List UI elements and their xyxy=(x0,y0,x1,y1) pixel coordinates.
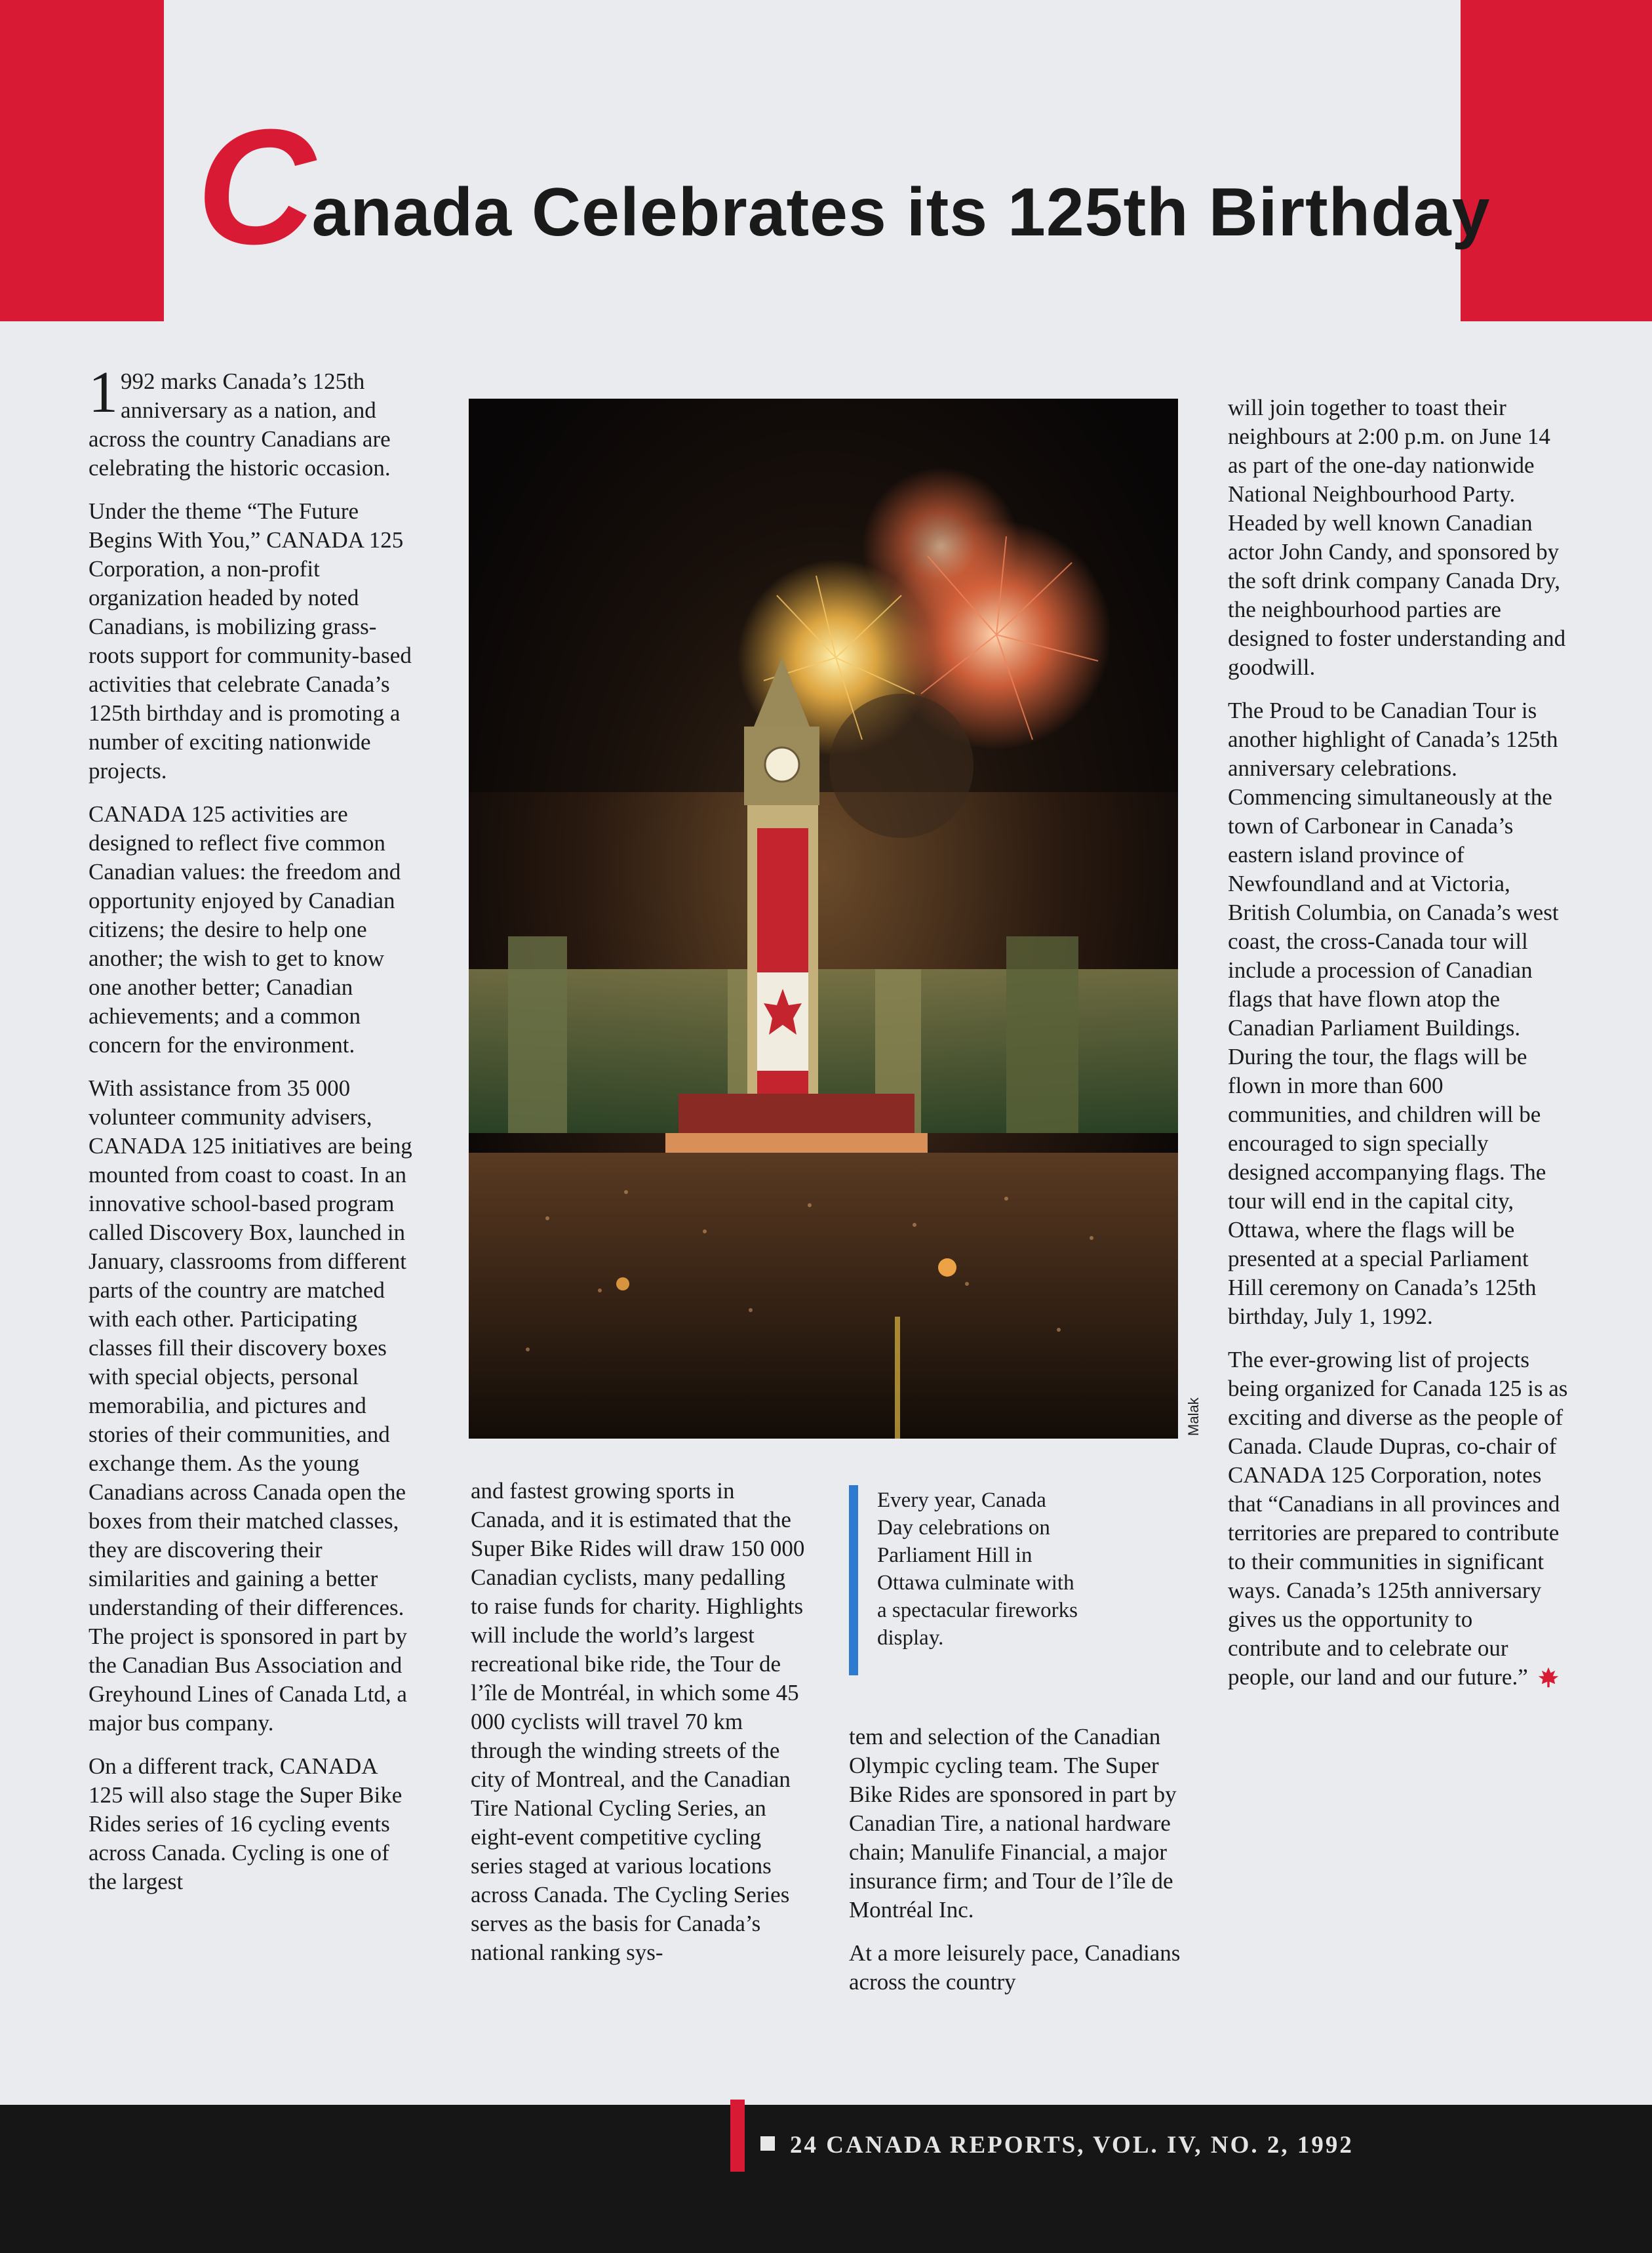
paragraph: On a different track, CANADA 125 will also stage the Super Bike Rides series of 16 cycling events across Canada. Cycling is one of the largest xyxy=(88,1753,403,1894)
article-column-1 xyxy=(88,360,416,1911)
footer-bullet-icon xyxy=(760,2136,775,2151)
title-rest: anada Celebrates its 125th Birthday xyxy=(311,174,1491,250)
parliament-fireworks-illustration xyxy=(469,399,1178,1439)
paragraph: The Proud to be Canadian Tour is another highlight of Canada’s 125th anniversary celebrations. Commencing simultaneously at the town of Carbonear in Canada’s eastern island province of Newfoundland and at Victoria, British Columbia, on Canada’s west coast, the cross-Canada tour will include a procession of Canadian flags that have flown atop the Canadian Parliament Buildings. During the tour, the flags will be flown in more than 600 communities, and children will be encouraged to sign specially designed accompanying flags. The tour will end in the capital city, Ottawa, where the flags will be presented at a special Parliament Hill ceremony on Canada’s 125th birthday, July 1, 1992. xyxy=(1228,698,1559,1329)
photo-caption xyxy=(849,1485,1085,1675)
paragraph: tem and selection of the Canadian Olympic cycling team. The Super Bike Rides are sponsored in part by Canadian Tire, a national hardware chain; Manulife Financial, a major insurance firm; and Tour de l’île de Montréal Inc. xyxy=(849,1724,1177,1923)
article-column-4 xyxy=(1228,393,1569,1706)
paragraph: At a more leisurely pace, Canadians across the country xyxy=(849,1940,1181,1995)
footer-bar xyxy=(0,2105,1652,2253)
caption-text: Every year, Canada Day celebrations on Parliament Hill in Ottawa culminate with a spectacular fireworks display. xyxy=(877,1488,1078,1650)
paragraph: CANADA 125 activities are designed to reflect five common Canadian values: the freedom and opportunity enjoyed by Canadian citizens; the desire to help one another; the wish to get to know one another better; Canadian achievements; and a common concern for the environment. xyxy=(88,801,401,1058)
title-initial: C xyxy=(197,95,316,278)
paragraph xyxy=(1228,1346,1569,1692)
red-corner-block-right xyxy=(1461,0,1652,321)
paragraph: will join together to toast their neighbours at 2:00 p.m. on June 14 as part of the one-day nationwide National Neighbourhood Party. Headed by well known Canadian actor John Candy, and sponsored by the soft drink company Canada Dry, the neighbourhood parties are designed to foster understanding and goodwill. xyxy=(1228,395,1566,680)
paragraph xyxy=(88,360,416,483)
photo-credit: Malak xyxy=(1185,1397,1202,1436)
paragraph: With assistance from 35 000 volunteer community advisers, CANADA 125 initiatives are being mounted from coast to coast. In an innovative school-based program called Discovery Box, launched in January, classrooms from different parts of the country are matched with each other. Participating classes fill their discovery boxes with special objects, personal memorabilia, and pictures and stories of their communities, and exchange them. As the young Canadians across Canada open the boxes from their matched classes, they are discovering their similarities and gaining a better understanding of their differences. The project is sponsored in part by the Canadian Bus Association and Greyhound Lines of Canada Ltd, a major bus company. xyxy=(88,1075,412,1736)
article-column-2 xyxy=(471,1477,805,1982)
fireworks-photo xyxy=(469,399,1178,1439)
paragraph: and fastest growing sports in Canada, and it is estimated that the Super Bike Rides will draw 150 000 Canadian cyclists, many pedalling to raise funds for charity. Highlights will include the world’s largest recreational bike ride, the Tour de l’île de Montréal, in which some 45 000 cyclists will travel 70 km through the winding streets of the city of Montreal, and the Canadian Tire National Cycling Series, an eight-event competitive cycling series staged at various locations across Canada. The Cycling Series serves as the basis for Canada’s national ranking sys- xyxy=(471,1478,805,1965)
paragraph-text: The ever-growing list of projects being organized for Canada 125 is as exciting and diverse as the people of Canada. Claude Dupras, co-chair of CANADA 125 Corporation, notes that “Canadians in all provinces and territories are prepared to contribute to their communities in significant ways. Canada’s 125th anniversary gives us the opportunity to contribute and to celebrate our people, our land and our future.” xyxy=(1228,1347,1568,1690)
drop-cap: 1 xyxy=(88,360,118,425)
page-title xyxy=(197,95,1491,278)
caption-accent-bar xyxy=(849,1485,858,1675)
footer-red-marker xyxy=(730,2100,745,2172)
footer-folio: 24 CANADA REPORTS, VOL. IV, NO. 2, 1992 xyxy=(790,2132,1354,2159)
article-column-3 xyxy=(849,1723,1190,2011)
paragraph: Under the theme “The Future Begins With You,” CANADA 125 Corporation, a non-profit organization headed by noted Canadians, is mobilizing grass-roots support for community-based activities that celebrate Canada’s 125th birthday and is promoting a number of exciting nationwide projects. xyxy=(88,498,412,784)
maple-leaf-icon xyxy=(1537,1666,1560,1688)
red-corner-block-left xyxy=(0,0,164,321)
paragraph-text: 992 marks Canada’s 125th anniversary as a nation, and across the country Canadians are celebrating the historic occasion. xyxy=(88,369,391,481)
